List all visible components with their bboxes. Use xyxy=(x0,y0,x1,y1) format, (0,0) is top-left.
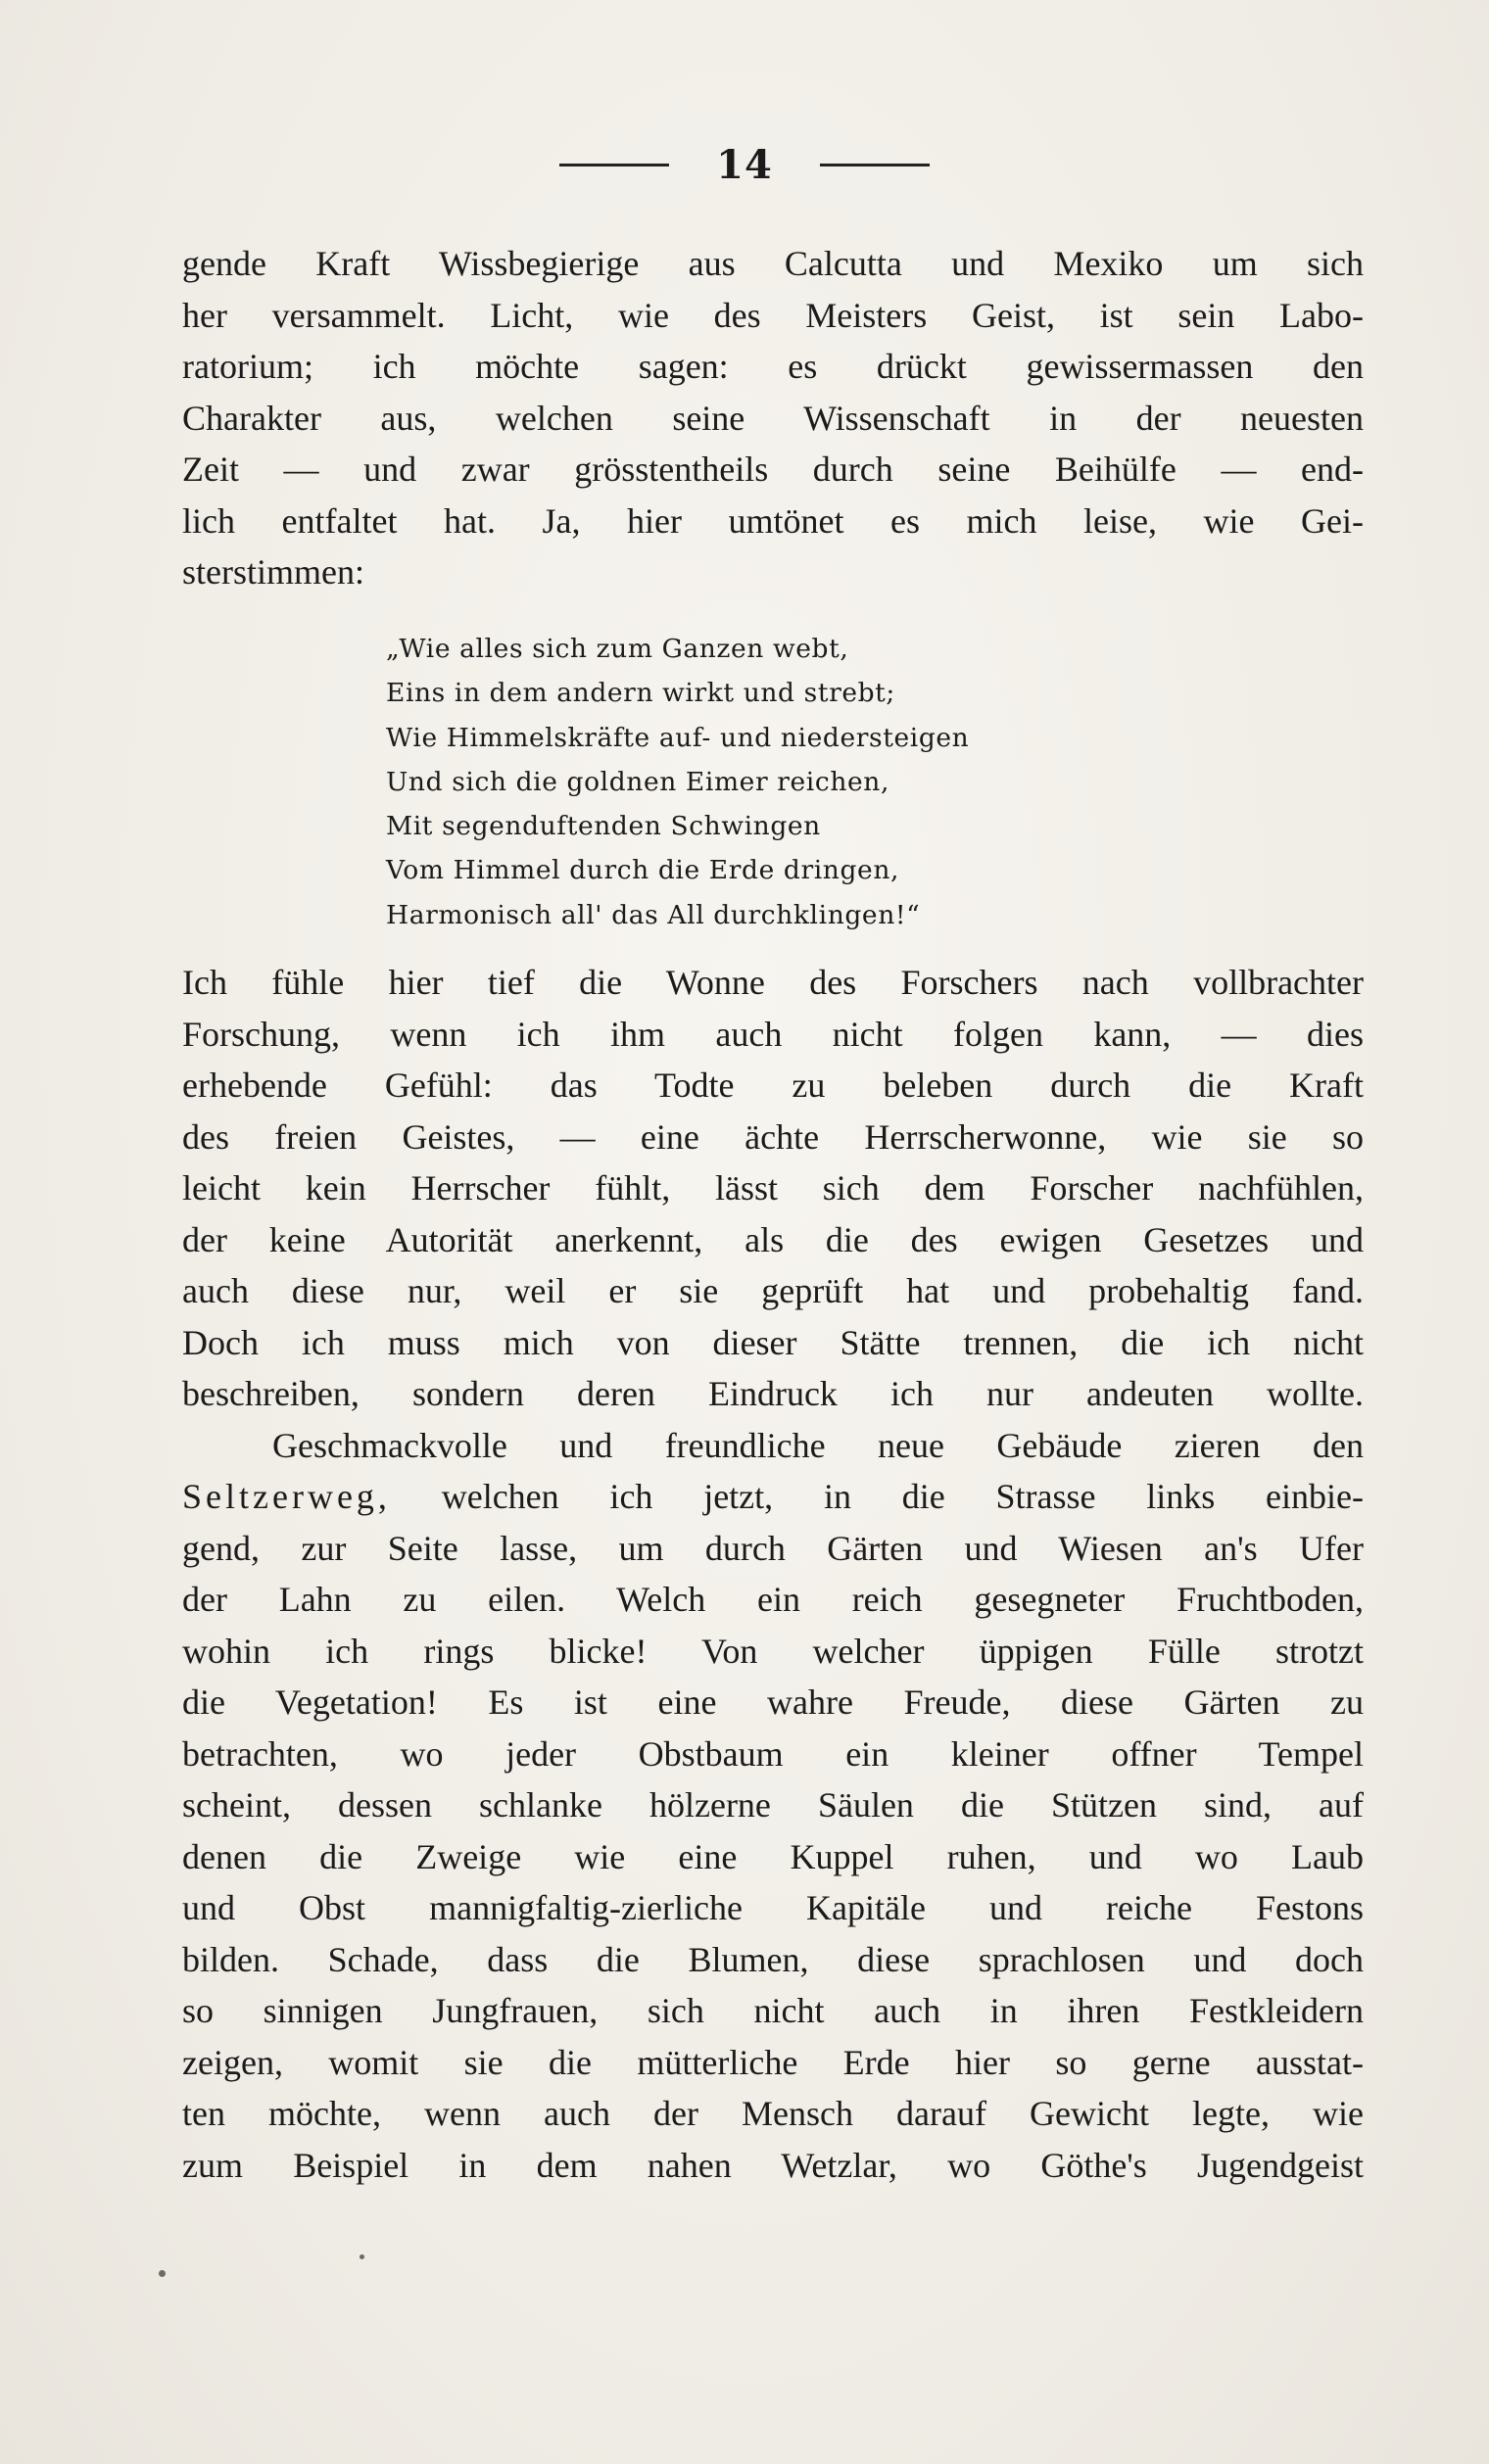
text-line: zeigen, womit sie die mütterliche Erde hier so gerne ausstat- xyxy=(182,2042,1364,2082)
text-line: auch diese nur, weil er sie geprüft hat und probehaltig fand. xyxy=(182,1271,1364,1310)
text-line: bilden. Schade, dass die Blumen, diese sprachlosen und doch xyxy=(182,1939,1364,1979)
page-header xyxy=(0,135,1489,194)
text-line: her versammelt. Licht, wie des Meisters Geist, ist sein Labo- xyxy=(182,295,1364,335)
text-line xyxy=(182,1471,1364,1523)
poem-line: Und sich die goldnen Eimer reichen, xyxy=(386,766,889,797)
poem-line: Eins in dem andern wirkt und strebt; xyxy=(386,678,895,709)
text-line: zum Beispiel in dem nahen Wetzlar, wo Göthe's Jugendgeist xyxy=(182,2145,1364,2185)
text-line: gend, zur Seite lasse, um durch Gärten und Wiesen an's Ufer xyxy=(182,1528,1364,1568)
text-line: lich entfaltet hat. Ja, hier umtönet es mich leise, wie Gei- xyxy=(182,500,1364,541)
text-line: ratorium; ich möchte sagen: es drückt gewissermassen den xyxy=(182,347,1364,386)
page-number: 14 xyxy=(716,141,773,188)
text-line: betrachten, wo jeder Obstbaum ein kleiner offner Tempel xyxy=(182,1733,1364,1774)
text-line: der Lahn zu eilen. Welch ein reich gesegneter Fruchtboden, xyxy=(182,1580,1364,1619)
text-line: erhebende Gefühl: das Todte zu beleben durch die Kraft xyxy=(182,1066,1364,1105)
text-fragment: welchen ich jetzt, in die Strasse links einbie- xyxy=(390,1477,1364,1516)
ink-speck xyxy=(360,2254,364,2259)
text-line: so sinnigen Jungfrauen, sich nicht auch in ihren Festkleidern xyxy=(182,1991,1364,2030)
ink-speck xyxy=(159,2270,166,2277)
text-line: die Vegetation! Es ist eine wahre Freude, diese Gärten zu xyxy=(182,1682,1364,1722)
poem-line: Wie Himmelskräfte auf- und niedersteigen xyxy=(386,722,970,753)
text-line: Charakter aus, welchen seine Wissenschaft in der neuesten xyxy=(182,398,1364,438)
poem-quote xyxy=(386,627,1189,937)
header-rule-left xyxy=(559,164,669,166)
text-line: denen die Zweige wie eine Kuppel ruhen, und wo Laub xyxy=(182,1836,1364,1876)
text-line: Zeit — und zwar grösstentheils durch seine Beihülfe — end- xyxy=(182,450,1364,489)
poem-line: Vom Himmel durch die Erde dringen, xyxy=(386,855,900,886)
text-line: des freien Geistes, — eine ächte Herrscherwonne, wie sie so xyxy=(182,1116,1364,1157)
text-line: und Obst mannigfaltig-zierliche Kapitäle und reiche Festons xyxy=(182,1888,1364,1927)
paragraph-2-and-3 xyxy=(182,957,1364,2191)
text-line: beschreiben, sondern deren Eindruck ich nur andeuten wollte. xyxy=(182,1374,1364,1413)
text-line: wohin ich rings blicke! Von welcher üppigen Fülle strotzt xyxy=(182,1631,1364,1671)
paragraph-1 xyxy=(182,238,1364,598)
text-line: Forschung, wenn ich ihm auch nicht folgen kann, — dies xyxy=(182,1014,1364,1054)
poem-line: Mit segenduftenden Schwingen xyxy=(386,811,821,842)
text-line: Doch ich muss mich von dieser Stätte trennen, die ich nicht xyxy=(182,1322,1364,1362)
text-line: scheint, dessen schlanke hölzerne Säulen die Stützen sind, auf xyxy=(182,1785,1364,1824)
text-line: gende Kraft Wissbegierige aus Calcutta und Mexiko um sich xyxy=(182,244,1364,283)
poem-line: „Wie alles sich zum Ganzen webt, xyxy=(386,634,849,664)
text-line: Ich fühle hier tief die Wonne des Forschers nach vollbrachter xyxy=(182,963,1364,1002)
text-line: der keine Autorität anerkennt, als die des ewigen Gesetzes und xyxy=(182,1219,1364,1259)
poem-line: Harmonisch all' das All durchklingen!“ xyxy=(386,899,921,930)
text-line: leicht kein Herrscher fühlt, lässt sich dem Forscher nachfühlen, xyxy=(182,1168,1364,1208)
text-line: ten möchte, wenn auch der Mensch darauf Gewicht legte, wie xyxy=(182,2094,1364,2133)
header-rule-right xyxy=(820,164,930,166)
text-line: sterstimmen: xyxy=(182,552,364,592)
spaced-word: Seltzerweg, xyxy=(182,1477,391,1516)
text-line: Geschmackvolle und freundliche neue Gebäude zieren den xyxy=(272,1425,1364,1465)
